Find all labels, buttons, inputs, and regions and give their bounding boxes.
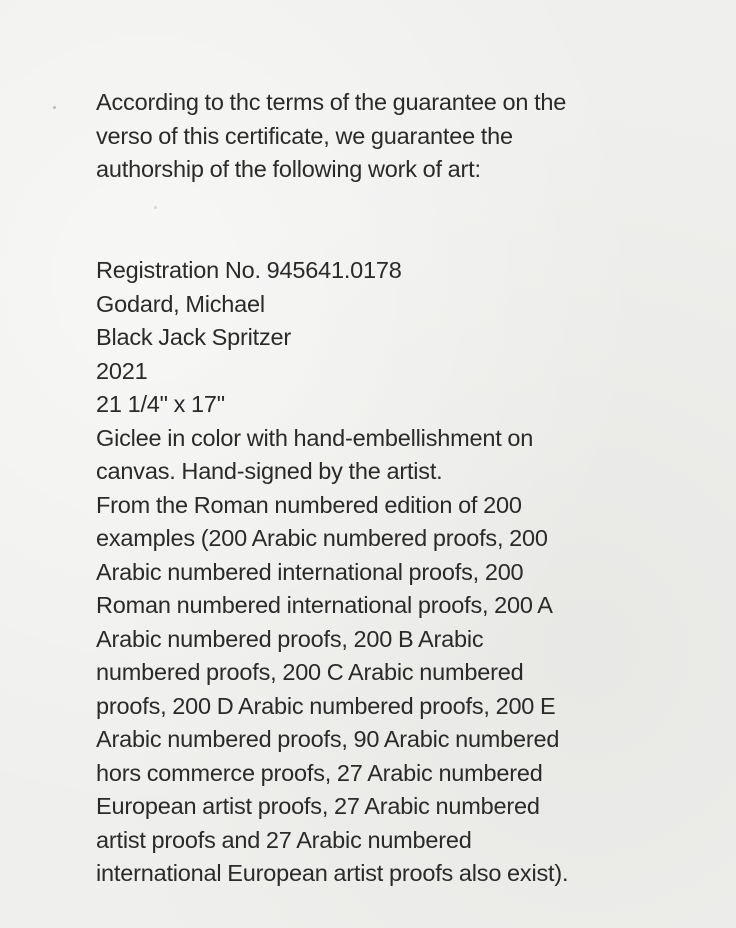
- edition-line: proofs, 200 D Arabic numbered proofs, 200 E: [96, 692, 556, 719]
- edition-line: examples (200 Arabic numbered proofs, 200: [96, 525, 548, 551]
- description-line: canvas. Hand-signed by the artist.: [96, 458, 443, 484]
- edition-line: numbered proofs, 200 C Arabic numbered: [96, 659, 524, 685]
- edition-line: Roman numbered international proofs, 200 A: [96, 592, 553, 618]
- artwork-year: 2021: [96, 357, 148, 384]
- intro-line: According to thc terms of the guarantee on the: [96, 89, 567, 115]
- paper-speck: [53, 106, 56, 109]
- intro-line: authorship of the following work of art:: [96, 156, 481, 182]
- intro-line: verso of this certificate, we guarantee the: [96, 122, 513, 149]
- edition-line: hors commerce proofs, 27 Arabic numbered: [96, 759, 543, 786]
- edition-line: European artist proofs, 27 Arabic numbered: [96, 793, 540, 819]
- paper-speck: [154, 206, 157, 209]
- artist-name: Godard, Michael: [96, 290, 265, 317]
- edition-line: Arabic numbered international proofs, 200: [96, 558, 524, 585]
- artwork-title: Black Jack Spritzer: [96, 324, 292, 350]
- edition-line: From the Roman numbered edition of 200: [96, 491, 522, 518]
- edition-line: Arabic numbered proofs, 90 Arabic numbered: [96, 726, 560, 752]
- edition-line: Arabic numbered proofs, 200 B Arabic: [96, 625, 484, 652]
- edition-line: artist proofs and 27 Arabic numbered: [96, 826, 472, 853]
- artwork-details: [96, 254, 568, 891]
- guarantee-statement: [96, 86, 566, 187]
- registration-number: Registration No. 945641.0178: [96, 257, 402, 283]
- edition-line: international European artist proofs also exist).: [96, 860, 569, 886]
- artwork-dimensions: 21 1/4" x 17": [96, 391, 225, 417]
- description-line: Giclee in color with hand-embellishment on: [96, 424, 534, 451]
